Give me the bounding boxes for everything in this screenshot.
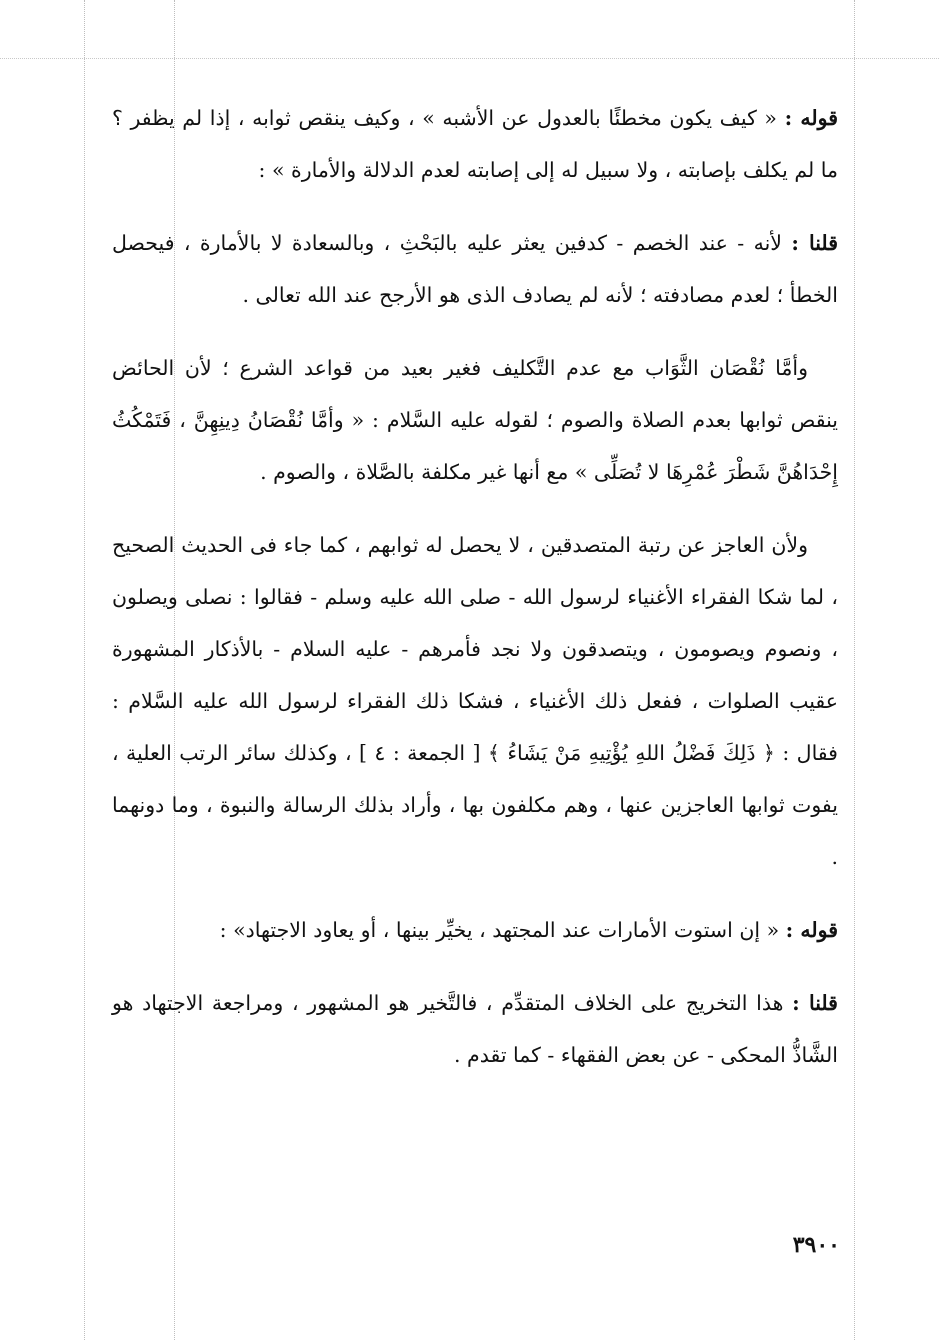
paragraph-6 — [112, 977, 838, 1081]
paragraph-text: « إن استوت الأمارات عند المجتهد ، يخيِّر بينها ، أو يعاود الاجتهاد» : — [219, 918, 786, 942]
scan-guide-line — [854, 0, 855, 1340]
paragraph-text: ولأن العاجز عن رتبة المتصدقين ، لا يحصل له ثوابهم ، كما جاء فى الحديث الصحيح ، لما شكا الفقراء الأغنياء لرسول الله - صلى الله عليه وسلم - فقالوا : نصلى ويصلون ، ونصوم ويصومون ، ويتصدقون ولا نجد فأمرهم - عليه السلام - بالأذكار المشهورة عقيب الصلوات ، ففعل ذلك الأغنياء ، فشكا ذلك الفقراء لرسول الله عليه السَّلام : فقال : ﴿ ذَلِكَ فَضْلُ اللهِ يُؤْتِيهِ مَنْ يَشَاءُ ﴾ [ الجمعة : ٤ ] ، وكذلك سائر الرتب العلية ، يفوت ثوابها العاجزين عنها ، وهم مكلفون بها ، وأراد بذلك الرسالة والنبوة ، وما دونهما . — [112, 533, 838, 869]
paragraph-3 — [112, 342, 838, 498]
paragraph-4 — [112, 519, 838, 883]
paragraph-text: لأنه - عند الخصم - كدفين يعثر عليه بالبَحْثِ ، وبالسعادة لا بالأمارة ، فيحصل الخطأ ؛ لعدم مصادفته ؛ لأنه لم يصادف الذى هو الأرجح عند الله تعالى . — [112, 231, 838, 307]
paragraph-lead: قلنا : — [792, 991, 838, 1015]
body-text — [112, 92, 838, 1102]
paragraph-5 — [112, 904, 838, 956]
paragraph-text: « كيف يكون مخطئًا بالعدول عن الأشبه » ، وكيف ينقص ثوابه ، إذا لم يظفر ؟ ما لم يكلف بإصابته ، ولا سبيل له إلى إصابته لعدم الدلالة والأمارة » : — [112, 106, 838, 182]
paragraph-lead: قلنا : — [791, 231, 838, 255]
paragraph-1 — [112, 92, 838, 196]
page-number: ٣٩٠٠ — [792, 1232, 840, 1258]
paragraph-text: هذا التخريج على الخلاف المتقدِّم ، فالتَّخير هو المشهور ، ومراجعة الاجتهاد هو الشَّاذُّ المحكى - عن بعض الفقهاء - كما تقدم . — [112, 991, 838, 1067]
scan-guide-line — [84, 0, 85, 1340]
paragraph-lead: قوله : — [785, 918, 838, 942]
paragraph-text: وأمَّا نُقْصَان الثَّوَاب مع عدم التَّكليف فغير بعيد من قواعد الشرع ؛ لأن الحائض ينقص ثوابها بعدم الصلاة والصوم ؛ لقوله عليه السَّلام : « وأمَّا نُقْصَانُ دِينِهِنَّ ، فَتَمْكُثُ إِحْدَاهُنَّ شَطْرَ عُمْرِهَا لا تُصَلِّى » مع أنها غير مكلفة بالصَّلاة ، والصوم . — [112, 356, 838, 484]
paragraph-lead: قوله : — [784, 106, 838, 130]
paragraph-2 — [112, 217, 838, 321]
scan-guide-line — [0, 58, 939, 59]
